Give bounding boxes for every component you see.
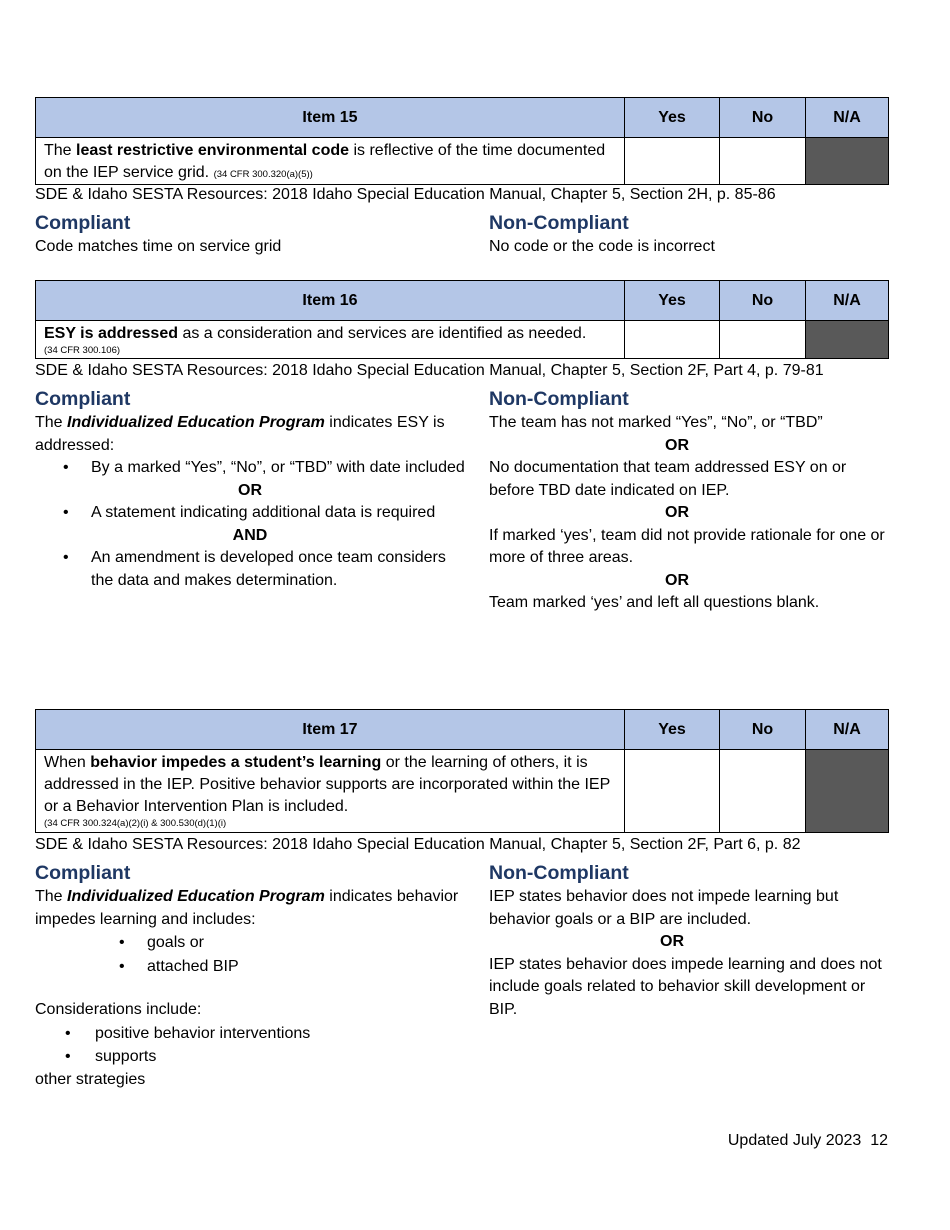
item15-description: The least restrictive environmental code is reflective of the time documented on the IEP service grid. (34 CFR 300.320(a)(5)) xyxy=(36,138,625,185)
item16-no-cell[interactable] xyxy=(720,321,806,359)
item15-no-cell[interactable] xyxy=(720,138,806,185)
item17-description: When behavior impedes a student’s learning or the learning of others, it is addressed in the IEP. Positive behavior supports are incorporated within the IEP or a Behavior Intervention Plan is included. (34 CFR 300.324(a)(2)(i) & 300.530(d)(1)(i) xyxy=(36,750,625,833)
item15-noncompliant xyxy=(489,210,889,259)
list-item: • A statement indicating additional data is required xyxy=(35,502,465,525)
noncompliant-text: No code or the code is incorrect xyxy=(489,238,715,255)
item17-title: Item 17 xyxy=(36,710,625,750)
item16-citation: (34 CFR 300.106) xyxy=(44,345,121,356)
item17-noncompliant xyxy=(489,860,889,1021)
na-header: N/A xyxy=(806,710,889,750)
or-connector: OR xyxy=(238,481,262,499)
noncompliant-text: IEP states behavior does impede learning and does not include goals related to behavior skill development or BIP. xyxy=(489,955,882,1018)
or-connector: OR xyxy=(665,571,689,589)
noncompliant-text: No documentation that team addressed ESY on or before TBD date indicated on IEP. xyxy=(489,459,847,499)
page-footer xyxy=(728,1132,888,1150)
item15-title: Item 15 xyxy=(36,98,625,138)
item15-compliant xyxy=(35,210,465,259)
item16-description: ESY is addressed as a consideration and services are identified as needed. (34 CFR 300.106) xyxy=(36,321,625,359)
compliant-list xyxy=(35,547,465,592)
noncompliant-text: Team marked ‘yes’ and left all questions blank. xyxy=(489,594,820,611)
no-header: No xyxy=(720,98,806,138)
list-item: • attached BIP xyxy=(35,956,465,979)
compliant-intro: The Individualized Education Program indicates ESY is addressed: xyxy=(35,414,445,454)
compliant-text: Code matches time on service grid xyxy=(35,238,282,255)
list-item: • An amendment is developed once team considers the data and makes determination. xyxy=(35,547,465,592)
item15-na-cell xyxy=(806,138,889,185)
item16-title: Item 16 xyxy=(36,281,625,321)
noncompliant-heading: Non-Compliant xyxy=(489,212,629,234)
noncompliant-text: If marked ‘yes’, team did not provide rationale for one or more of three areas. xyxy=(489,526,885,566)
item17-citation: (34 CFR 300.324(a)(2)(i) & 300.530(d)(1)(i) xyxy=(44,818,227,829)
item17-yes-cell[interactable] xyxy=(625,750,720,833)
compliant-heading: Compliant xyxy=(35,388,131,410)
no-header: No xyxy=(720,281,806,321)
item17-compliant xyxy=(35,860,465,1091)
list-item: • By a marked “Yes”, “No”, or “TBD” with date included xyxy=(35,457,465,480)
or-connector: OR xyxy=(660,933,684,950)
item16-compliant xyxy=(35,386,465,592)
item17-table xyxy=(35,709,889,833)
compliant-list xyxy=(35,502,465,525)
compliant-intro: The Individualized Education Program indicates behavior impedes learning and includes: xyxy=(35,888,459,928)
considerations-list xyxy=(35,1023,465,1069)
na-header: N/A xyxy=(806,98,889,138)
compliant-heading: Compliant xyxy=(35,212,131,234)
compliant-list xyxy=(35,457,465,480)
item16-noncompliant xyxy=(489,386,889,615)
item15-resource: SDE & Idaho SESTA Resources: 2018 Idaho Special Education Manual, Chapter 5, Section 2H, p. 85-86 xyxy=(35,186,776,203)
compliant-list xyxy=(35,932,465,978)
yes-header: Yes xyxy=(625,710,720,750)
compliant-heading: Compliant xyxy=(35,862,131,884)
item15-citation: (34 CFR 300.320(a)(5)) xyxy=(213,169,313,180)
other-strategies: other strategies xyxy=(35,1070,146,1088)
considerations-label: Considerations include: xyxy=(35,1001,202,1018)
item16-na-cell xyxy=(806,321,889,359)
item17-na-cell xyxy=(806,750,889,833)
noncompliant-text: The team has not marked “Yes”, “No”, or “TBD” xyxy=(489,414,823,431)
list-item: • supports xyxy=(35,1046,465,1069)
or-connector: OR xyxy=(665,504,689,521)
noncompliant-heading: Non-Compliant xyxy=(489,388,629,410)
or-connector: OR xyxy=(665,436,689,454)
list-item: • positive behavior interventions xyxy=(35,1023,465,1046)
item16-table xyxy=(35,280,889,359)
item15-yes-cell[interactable] xyxy=(625,138,720,185)
na-header: N/A xyxy=(806,281,889,321)
updated-date: Updated July 2023 xyxy=(727,1132,862,1149)
item16-yes-cell[interactable] xyxy=(625,321,720,359)
item17-no-cell[interactable] xyxy=(720,750,806,833)
and-connector: AND xyxy=(232,526,268,544)
noncompliant-text: IEP states behavior does not impede learning but behavior goals or a BIP are included. xyxy=(489,888,839,928)
yes-header: Yes xyxy=(625,98,720,138)
no-header: No xyxy=(720,710,806,750)
noncompliant-heading: Non-Compliant xyxy=(489,862,629,884)
yes-header: Yes xyxy=(625,281,720,321)
list-item: • goals or xyxy=(35,932,465,955)
item16-resource: SDE & Idaho SESTA Resources: 2018 Idaho Special Education Manual, Chapter 5, Section 2F, Part 4, p. 79-81 xyxy=(35,362,824,379)
item15-table xyxy=(35,97,889,185)
page-number: 12 xyxy=(870,1132,888,1149)
item17-resource: SDE & Idaho SESTA Resources: 2018 Idaho Special Education Manual, Chapter 5, Section 2F, Part 6, p. 82 xyxy=(35,836,801,853)
